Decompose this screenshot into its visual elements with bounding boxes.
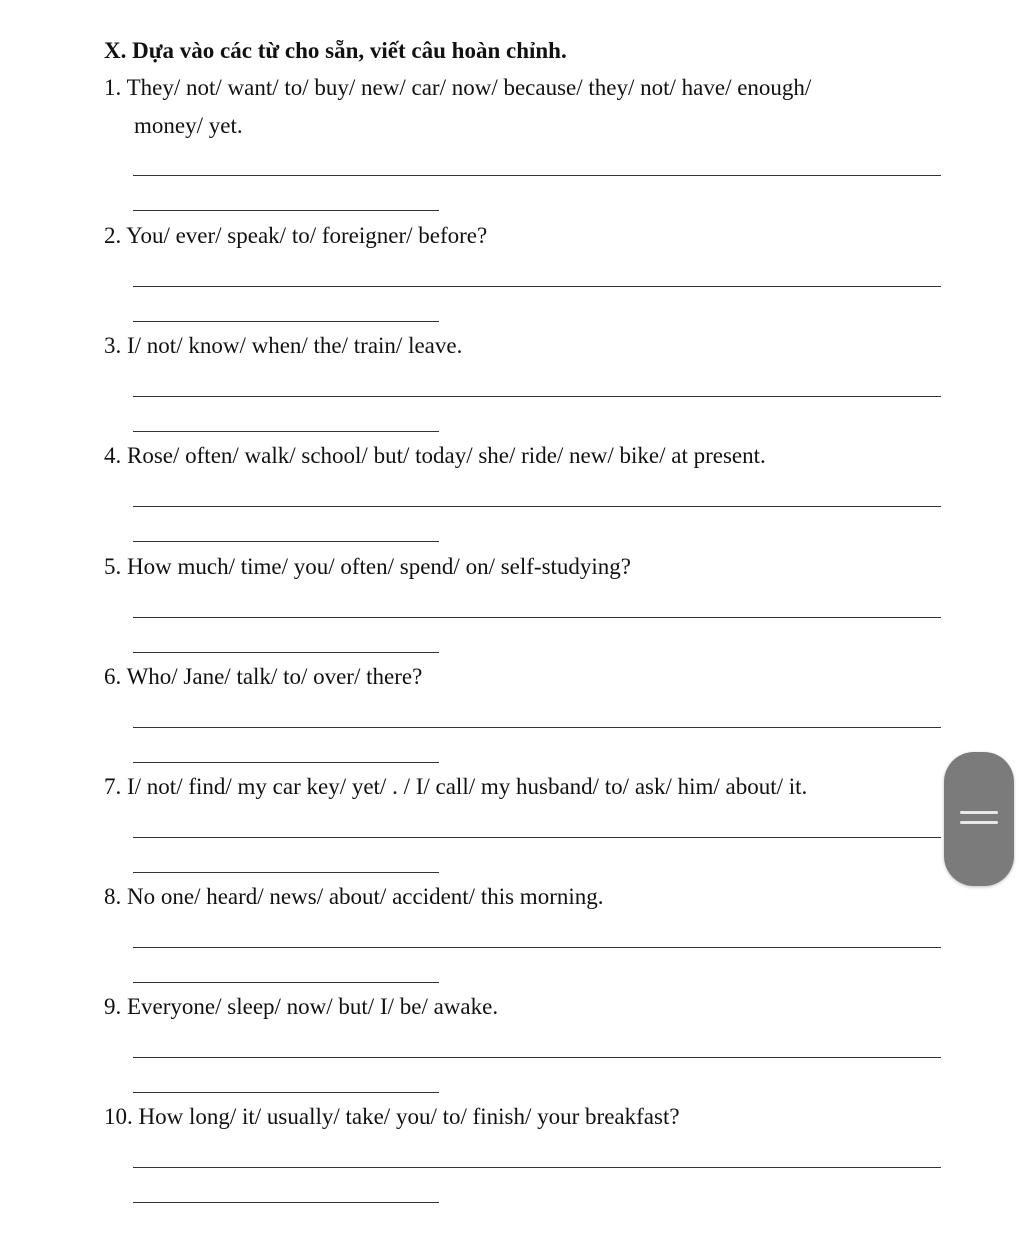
- question-2: [104, 219, 487, 253]
- grip-line-icon: [960, 821, 998, 824]
- question-9: [104, 990, 498, 1024]
- answer-line-short: [133, 321, 439, 322]
- question-5: [104, 550, 631, 584]
- answer-line-short: [133, 210, 439, 211]
- question-text: 4. Rose/ often/ walk/ school/ but/ today/ she/ ride/ new/ bike/ at present.: [104, 443, 766, 468]
- question-text: 10. How long/ it/ usually/ take/ you/ to/ finish/ your breakfast?: [104, 1104, 680, 1129]
- answer-line-short: [133, 982, 439, 983]
- answer-line-short: [133, 762, 439, 763]
- question-text: 6. Who/ Jane/ talk/ to/ over/ there?: [104, 664, 423, 689]
- answer-line-short: [133, 1202, 439, 1203]
- question-6: [104, 660, 422, 694]
- answer-line-short: [133, 1092, 439, 1093]
- answer-line: [133, 1167, 941, 1168]
- answer-line: [133, 947, 941, 948]
- answer-line: [133, 175, 941, 176]
- exercise-title: X. Dựa vào các từ cho sẵn, viết câu hoàn chỉnh.: [104, 38, 567, 63]
- question-text: 1. They/ not/ want/ to/ buy/ new/ car/ now/ because/ they/ not/ have/ enough/: [104, 75, 812, 100]
- question-text: 3. I/ not/ know/ when/ the/ train/ leave.: [104, 333, 463, 358]
- grip-line-icon: [960, 811, 998, 814]
- answer-line: [133, 506, 941, 507]
- answer-line-short: [133, 652, 439, 653]
- question-7: [104, 770, 807, 804]
- question-1: [104, 71, 812, 138]
- question-text: 7. I/ not/ find/ my car key/ yet/ . / I/ call/ my husband/ to/ ask/ him/ about/ it.: [104, 774, 808, 799]
- question-continuation: money/ yet.: [134, 113, 243, 138]
- question-text: 2. You/ ever/ speak/ to/ foreigner/ before?: [104, 223, 488, 248]
- answer-line-short: [133, 541, 439, 542]
- question-3: [104, 329, 462, 363]
- answer-line: [133, 837, 941, 838]
- question-8: [104, 880, 604, 914]
- answer-line: [133, 727, 941, 728]
- answer-line-short: [133, 872, 439, 873]
- question-4: [104, 439, 766, 473]
- question-text: 8. No one/ heard/ news/ about/ accident/ this morning.: [104, 884, 604, 909]
- answer-line: [133, 617, 941, 618]
- question-10: [104, 1100, 680, 1134]
- question-text: 9. Everyone/ sleep/ now/ but/ I/ be/ awake.: [104, 994, 499, 1019]
- answer-line: [133, 286, 941, 287]
- answer-line-short: [133, 431, 439, 432]
- scroll-handle[interactable]: [944, 752, 1014, 886]
- answer-line: [133, 396, 941, 397]
- question-text: 5. How much/ time/ you/ often/ spend/ on/ self-studying?: [104, 554, 632, 579]
- answer-line: [133, 1057, 941, 1058]
